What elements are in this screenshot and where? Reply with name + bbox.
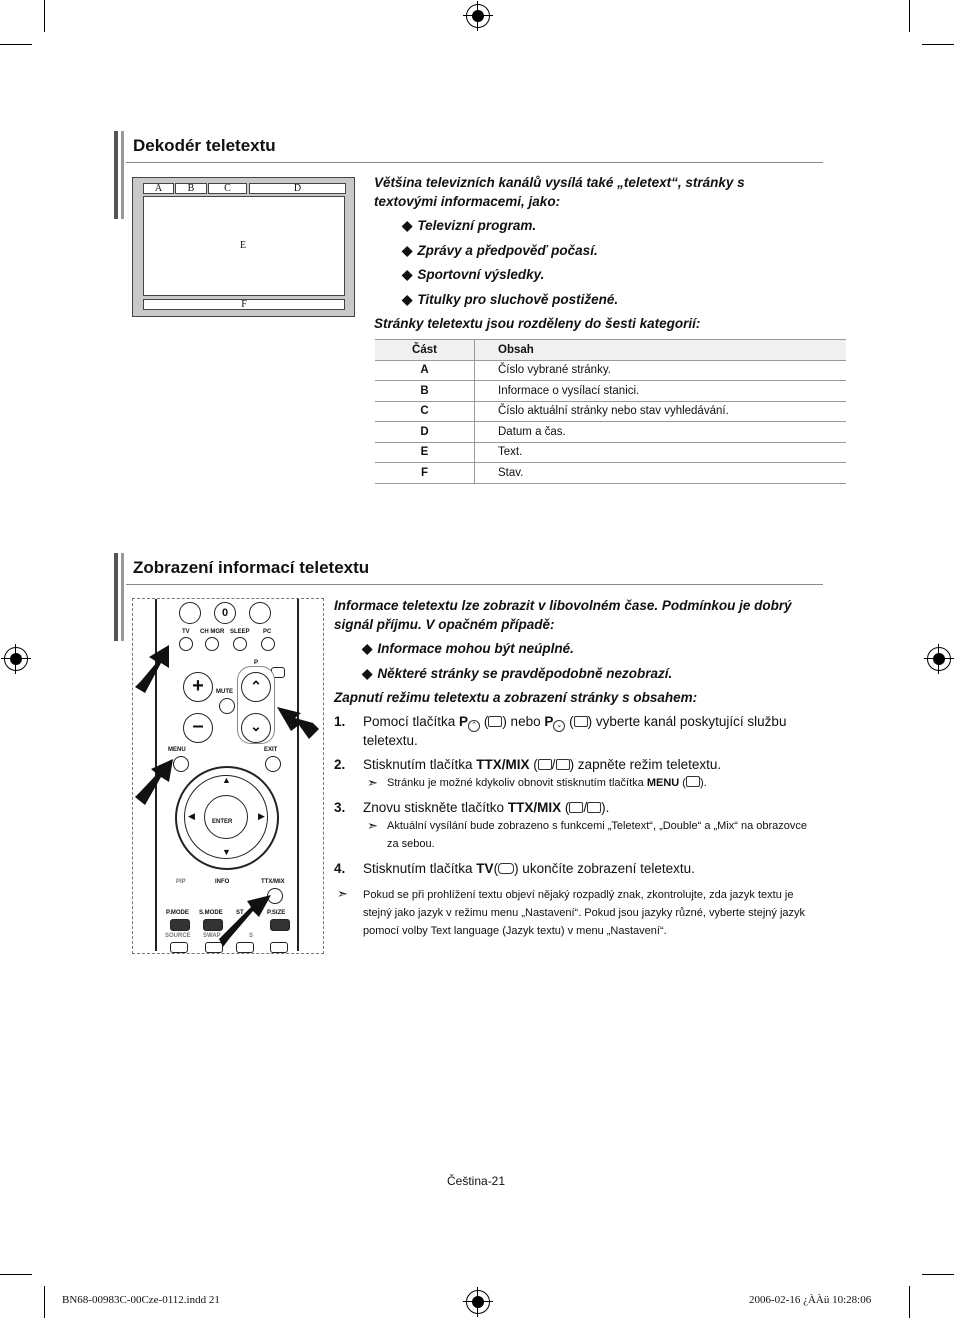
table-intro: Stránky teletextu jsou rozděleny do šesti kategorií: — [374, 316, 701, 331]
table-cell: Číslo aktuální stránky nebo stav vyhledávání. — [475, 401, 847, 422]
step-text — [363, 756, 823, 774]
section-bar — [114, 553, 118, 641]
pointer-arrow-icon — [277, 707, 319, 739]
step-text-part: ( — [529, 757, 538, 772]
registration-mark-icon — [4, 647, 28, 671]
step-3-note: Aktuální vysílání bude zobrazeno s funkcemi „Teletext“, „Double“ a „Mix“ na obrazovce za sebou. — [387, 820, 808, 850]
step-text-part: Stisknutím tlačítka — [363, 757, 477, 772]
registration-mark-icon — [927, 647, 951, 671]
channel-up-icon: ⌃ — [241, 672, 271, 702]
remote-label-st: ST — [236, 910, 244, 916]
note-arrow-icon: ➣ — [367, 818, 378, 833]
remote-label-menu: MENU — [168, 747, 186, 753]
registration-mark-icon — [466, 4, 490, 28]
remote-button-0: 0 — [214, 602, 236, 624]
registration-mark-icon — [466, 1290, 490, 1314]
section-title: Zobrazení informací teletextu — [133, 558, 370, 577]
step-1 — [334, 713, 824, 753]
remote-label-source: SOURCE — [165, 933, 191, 939]
table-cell: B — [375, 381, 475, 402]
step-text-part: Stisknutím tlačítka — [363, 861, 477, 876]
step-text-part: ). — [601, 800, 610, 815]
volume-down-icon: – — [183, 713, 213, 743]
table-cell: Stav. — [475, 463, 847, 484]
note-arrow-icon: ➣ — [337, 886, 348, 901]
remote-label-tv: TV — [182, 629, 190, 635]
category-table — [375, 339, 846, 484]
step-text-part: Pomocí tlačítka — [363, 714, 460, 729]
remote-label-pip: PIP — [176, 879, 186, 885]
table-header: Část — [375, 340, 475, 361]
table-cell: D — [375, 422, 475, 443]
step-4 — [334, 860, 824, 880]
pointer-arrow-icon — [135, 645, 169, 693]
table-cell: A — [375, 360, 475, 381]
section-rule — [126, 162, 823, 163]
button-name: MENU — [646, 777, 680, 789]
table-row — [375, 463, 846, 484]
step-2 — [334, 756, 824, 776]
volume-up-icon: + — [183, 672, 213, 702]
table-header: Obsah — [475, 340, 847, 361]
button-name: P — [459, 714, 469, 729]
remote-label-psize: P.SIZE — [267, 910, 286, 916]
arrow-right-icon: ▶ — [258, 811, 265, 821]
bullet-item: ◆ Některé stránky se pravděpodobně nezobrazí. — [362, 664, 672, 683]
teletext-diagram — [132, 177, 355, 317]
pointer-arrow-icon — [219, 895, 271, 947]
crop-mark — [909, 1286, 910, 1318]
table-row — [375, 401, 846, 422]
step-text-part: ( — [480, 714, 489, 729]
remote-label-sleep: SLEEP — [230, 629, 250, 635]
pointer-arrows — [133, 599, 323, 953]
remote-label-smode: S.MODE — [199, 910, 223, 916]
step-number: 1. — [334, 714, 346, 729]
step-text-part: / — [551, 757, 556, 772]
section-bar — [121, 131, 124, 219]
remote-illustration — [132, 598, 324, 954]
section-title: Dekodér teletextu — [133, 136, 276, 155]
table-cell: E — [375, 442, 475, 463]
arrow-down-icon: ▼ — [222, 847, 231, 857]
bullet-item: ◆ Titulky pro sluchově postižené. — [402, 290, 618, 309]
remote-label-swap: SWAP — [203, 933, 221, 939]
subheading: Zapnutí režimu teletextu a zobrazení stránky s obsahem: — [334, 690, 698, 705]
crop-mark — [909, 0, 910, 32]
step-text-part: ( — [493, 861, 499, 876]
note-text-part: Stránku je možné kdykoliv obnovit stisknutím tlačítka — [387, 777, 647, 789]
step-text-part: ) vyberte kanál poskytující službu teletextu. — [363, 714, 787, 748]
remote-label-enter: ENTER — [212, 819, 233, 825]
table-row — [375, 381, 846, 402]
final-note: Pokud se při prohlížení textu objeví nějaký rozpadlý znak, zkontrolujte, zda jazyk textu je stejný jako jazyk v režimu menu „Nastavení“. Pokud jsou jazyky různé, vyberte stejný jazyk pomocí volby Text language (Jazyk textu) v menu „Nastavení“. — [363, 889, 806, 937]
table-row — [375, 442, 846, 463]
teletext-icon — [538, 759, 552, 770]
diagram-screen — [143, 196, 345, 296]
diagram-label-d: D — [249, 183, 346, 194]
step-2-note — [387, 774, 817, 792]
step-text-part: Znovu stiskněte tlačítko — [363, 800, 508, 815]
table-cell: F — [375, 463, 475, 484]
bullet-item: ◆ Informace mohou být neúplné. — [362, 639, 574, 658]
arrow-up-icon: ▲ — [222, 775, 231, 785]
step-text-part: ) zapněte režim teletextu. — [569, 757, 722, 772]
diagram-label-e: E — [240, 240, 247, 251]
diagram-label-a: A — [143, 183, 174, 194]
step-text — [363, 713, 823, 750]
crop-mark — [44, 1286, 45, 1318]
print-slug-right: 2006-02-16 ¿ÀÀü 10:28:06 — [749, 1294, 872, 1306]
tv-icon — [498, 863, 514, 874]
crop-mark — [0, 1274, 32, 1275]
table-row — [375, 360, 846, 381]
remote-label-ttxmix: TTX/MIX — [261, 879, 285, 885]
crop-mark — [922, 44, 954, 45]
diagram-label-b: B — [175, 183, 207, 194]
table-cell: Datum a čas. — [475, 422, 847, 443]
table-cell: Text. — [475, 442, 847, 463]
mix-icon — [587, 802, 601, 813]
step-text — [363, 860, 823, 878]
bullet-item: ◆ Zprávy a předpověď počasí. — [402, 241, 598, 260]
remote-label-exit: EXIT — [264, 747, 278, 753]
button-name: TV — [476, 861, 494, 876]
step-text-part: ) ukončíte zobrazení teletextu. — [514, 861, 695, 876]
step-text-part: ( — [561, 800, 570, 815]
page-down-key-icon — [574, 716, 588, 727]
teletext-icon — [569, 802, 583, 813]
step-number: 4. — [334, 861, 346, 876]
channel-down-icon: ⌄ — [241, 713, 271, 743]
section-bar — [121, 553, 124, 641]
step-text — [363, 799, 823, 817]
step-text-part: ) nebo — [502, 714, 545, 729]
print-slug-left: BN68-00983C-00Cze-0112.indd 21 — [62, 1294, 220, 1306]
note-text-part: ( — [679, 777, 686, 789]
crop-mark — [0, 44, 32, 45]
button-name: TTX/MIX — [476, 757, 530, 772]
remote-label-chmgr: CH MGR — [200, 629, 225, 635]
bullet-item: ◆ Televizní program. — [402, 216, 536, 235]
crop-mark — [44, 0, 45, 32]
table-cell: Informace o vysílací stanici. — [475, 381, 847, 402]
menu-key-icon — [686, 776, 700, 787]
page-up-key-icon — [488, 716, 502, 727]
remote-label-pc: PC — [263, 629, 272, 635]
remote-label-p: P — [254, 660, 259, 666]
chevron-down-icon: ⌄ — [553, 720, 565, 732]
bullet-item: ◆ Sportovní výsledky. — [402, 265, 544, 284]
remote-label-info: INFO — [215, 879, 230, 885]
table-row — [375, 422, 846, 443]
table-cell: C — [375, 401, 475, 422]
remote-label-pmode: P.MODE — [166, 910, 189, 916]
diagram-label-f: F — [143, 299, 345, 310]
pointer-arrow-icon — [135, 759, 173, 805]
step-number: 2. — [334, 757, 346, 772]
note-arrow-icon: ➣ — [367, 775, 378, 790]
section-bar — [114, 131, 118, 219]
page-number: Čeština-21 — [447, 1174, 506, 1188]
note-text-part: ). — [699, 777, 707, 789]
section-rule — [126, 584, 823, 585]
step-number: 3. — [334, 800, 346, 815]
table-cell: Číslo vybrané stránky. — [475, 360, 847, 381]
remote-label-s: S — [249, 933, 254, 939]
remote-label-mute: MUTE — [216, 689, 233, 695]
step-3 — [334, 799, 824, 819]
intro-text: Většina televizních kanálů vysílá také „teletext“, stránky s textovými informacemi, jako: — [374, 175, 745, 209]
step-text-part: / — [583, 800, 588, 815]
mix-icon — [556, 759, 570, 770]
button-name: TTX/MIX — [507, 800, 562, 815]
intro-text: Informace teletextu lze zobrazit v libovolném čase. Podmínkou je dobrý signál příjmu. V opačném případě: — [334, 598, 792, 632]
crop-mark — [922, 1274, 954, 1275]
step-text-part: ( — [565, 714, 574, 729]
chevron-up-icon: ⌃ — [468, 720, 480, 732]
button-name: P — [544, 714, 554, 729]
diagram-label-c: C — [208, 183, 247, 194]
arrow-left-icon: ◀ — [188, 811, 195, 821]
